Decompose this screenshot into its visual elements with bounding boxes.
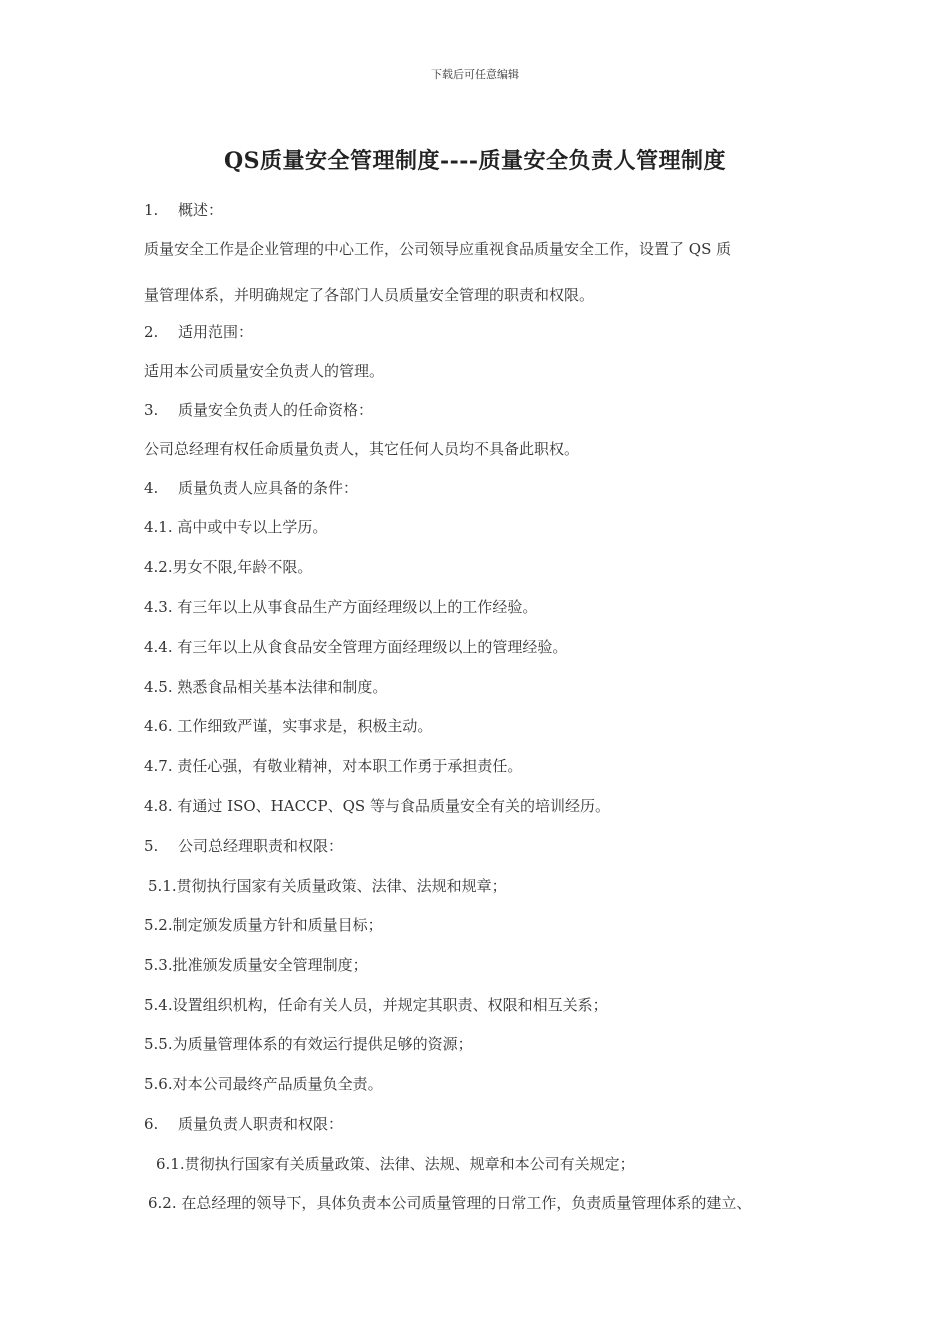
section-number: 2. [144, 323, 159, 341]
paragraph: 公司总经理有权任命质量负责人，其它任何人员均不具备此职权。 [144, 440, 580, 458]
paragraph: 适用本公司质量安全负责人的管理。 [144, 362, 385, 380]
list-item: 4.2.男女不限,年龄不限。 [144, 558, 313, 576]
list-item: 5.3.批准颁发质量安全管理制度； [144, 956, 368, 974]
section-number: 1. [144, 201, 159, 219]
section-title: 适用范围： [178, 323, 254, 341]
section-number: 5. [144, 837, 159, 855]
list-item: 6.1.贯彻执行国家有关质量政策、法律、法规、规章和本公司有关规定； [156, 1155, 635, 1173]
section-number: 4. [144, 479, 159, 497]
list-item: 4.4. 有三年以上从食食品安全管理方面经理级以上的管理经验。 [144, 638, 568, 656]
section-title: 质量负责人应具备的条件： [178, 479, 359, 497]
section-1-heading [144, 200, 223, 220]
paragraph: 质量安全工作是企业管理的中心工作，公司领导应重视食品质量安全工作，设置了 QS 质 [144, 240, 732, 258]
list-item: 4.6. 工作细致严谨，实事求是，积极主动。 [144, 717, 433, 735]
paragraph: 量管理体系，并明确规定了各部门人员质量安全管理的职责和权限。 [144, 286, 595, 304]
page-header: 下载后可任意编辑 [431, 68, 519, 81]
list-item: 4.8. 有通过 ISO、HACCP、QS 等与食品质量安全有关的培训经历。 [144, 797, 610, 815]
section-2-heading [144, 322, 253, 342]
section-title: 公司总经理职责和权限： [178, 837, 344, 855]
list-item: 4.5. 熟悉食品相关基本法律和制度。 [144, 678, 388, 696]
list-item: 5.6.对本公司最终产品质量负全责。 [144, 1075, 383, 1093]
list-item: 5.4.设置组织机构，任命有关人员，并规定其职责、权限和相互关系； [144, 996, 608, 1014]
section-title: 质量负责人职责和权限： [178, 1115, 344, 1133]
section-title: 质量安全负责人的任命资格： [178, 401, 374, 419]
document-title: QS质量安全管理制度----质量安全负责人管理制度 [223, 148, 727, 174]
list-item: 6.2. 在总经理的领导下，具体负责本公司质量管理的日常工作，负责质量管理体系的建立、 [148, 1194, 752, 1212]
list-item: 5.2.制定颁发质量方针和质量目标； [144, 916, 383, 934]
section-4-heading [144, 478, 358, 498]
section-5-heading [144, 836, 343, 856]
list-item: 5.1.贯彻执行国家有关质量政策、法律、法规和规章； [148, 877, 507, 895]
section-6-heading [144, 1114, 343, 1134]
list-item: 4.1. 高中或中专以上学历。 [144, 518, 328, 536]
section-number: 3. [144, 401, 159, 419]
section-3-heading [144, 400, 373, 420]
list-item: 4.3. 有三年以上从事食品生产方面经理级以上的工作经验。 [144, 598, 538, 616]
list-item: 4.7. 责任心强，有敬业精神，对本职工作勇于承担责任。 [144, 757, 523, 775]
list-item: 5.5.为质量管理体系的有效运行提供足够的资源； [144, 1035, 473, 1053]
section-number: 6. [144, 1115, 159, 1133]
section-title: 概述： [178, 201, 224, 219]
